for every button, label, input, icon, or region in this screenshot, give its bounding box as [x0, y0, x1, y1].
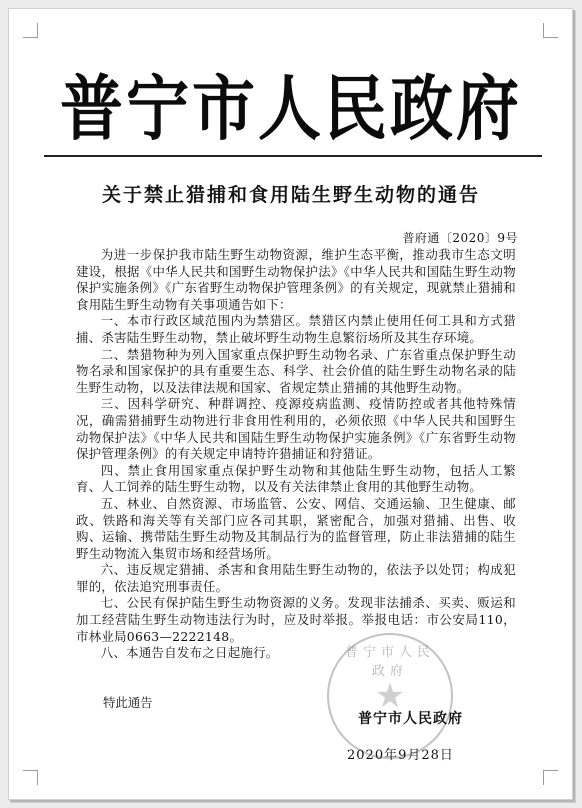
issue-date: 2020年9月28日	[347, 748, 454, 763]
clause-1: 一、本市行政区域范围内为禁猎区。禁猎区内禁止使用任何工具和方式猎捕、杀害陆生野生动物，禁止破坏野生动物生息繁衍场所及其生存环境。	[76, 313, 516, 345]
crop-mark-top-right	[543, 23, 558, 38]
notice-body	[76, 247, 516, 662]
header-rule	[44, 155, 542, 157]
issuer-masthead: 普宁市人民政府	[60, 68, 522, 150]
clause-7: 七、公民有保护陆生野生动物资源的义务。发现非法捕杀、买卖、贩运和加工经营陆生野生动物违法行为时，应及时举报。举报电话：市公安局110，市林业局0663—2222148。	[76, 595, 516, 644]
notice-title: 关于禁止猎捕和食用陆生野生动物的通告	[101, 184, 480, 206]
crop-mark-top-left	[23, 23, 38, 38]
clause-4: 四、禁止食用国家重点保护野生动物和其他陆生野生动物，包括人工繁育、人工饲养的陆生野生动物，以及有关法律禁止食用的其他野生动物。	[76, 462, 516, 495]
clause-6: 六、违反规定猎捕、杀害和食用陆生野生动物的，依法予以处罚；构成犯罪的，依法追究刑事责任。	[76, 562, 516, 594]
clause-8: 八、本通告自发布之日起施行。	[100, 645, 279, 661]
seal-text: 普宁市人民政府	[344, 645, 435, 679]
crop-mark-bottom-right	[543, 770, 558, 785]
closing-phrase: 特此通告	[103, 695, 153, 710]
signer-name: 普宁市人民政府	[358, 711, 463, 727]
clause-5: 五、林业、自然资源、市场监管、公安、网信、交通运输、卫生健康、邮政、铁路和海关等有关部门应各司其职，紧密配合，加强对猎捕、出售、收购、运输、携带陆生野生动物及其制品行为的监督管理，防止非法猎捕的陆生野生动物流入集贸市场和经营场所。	[76, 495, 516, 561]
seal-star-icon: ★	[374, 676, 406, 716]
crop-mark-bottom-left	[23, 770, 38, 785]
clause-2: 二、禁猎物种为列入国家重点保护野生动物名录、广东省重点保护野生动物名录和国家保护的具有重要生态、科学、社会价值的陆生野生动物名录的陆生野生动物，以及法律法规和国家、省规定禁止猎捕的其他野生动物。	[76, 346, 516, 395]
official-seal	[327, 633, 453, 759]
clause-3: 三、因科学研究、种群调控、疫源疫病监测、疫情防控或者其他特殊情况，确需猎捕野生动物进行非食用性利用的，必须依照《中华人民共和国野生动物保护法》《中华人民共和国陆生野生动物保护实施条例》《广东省野生动物保护管理条例》的有关规定申请特许猎捕证和狩猎证。	[76, 396, 516, 462]
intro-paragraph: 为进一步保护我市陆生野生动物资源，维护生态平衡，推动我市生态文明建设，根据《中华人民共和国野生动物保护法》《中华人民共和国陆生野生动物保护实施条例》《广东省野生动物保护管理条例》的有关规定，现就禁止猎捕和食用陆生野生动物有关事项通告如下：	[76, 247, 516, 312]
document-number: 普府通〔2020〕9号	[402, 231, 518, 245]
